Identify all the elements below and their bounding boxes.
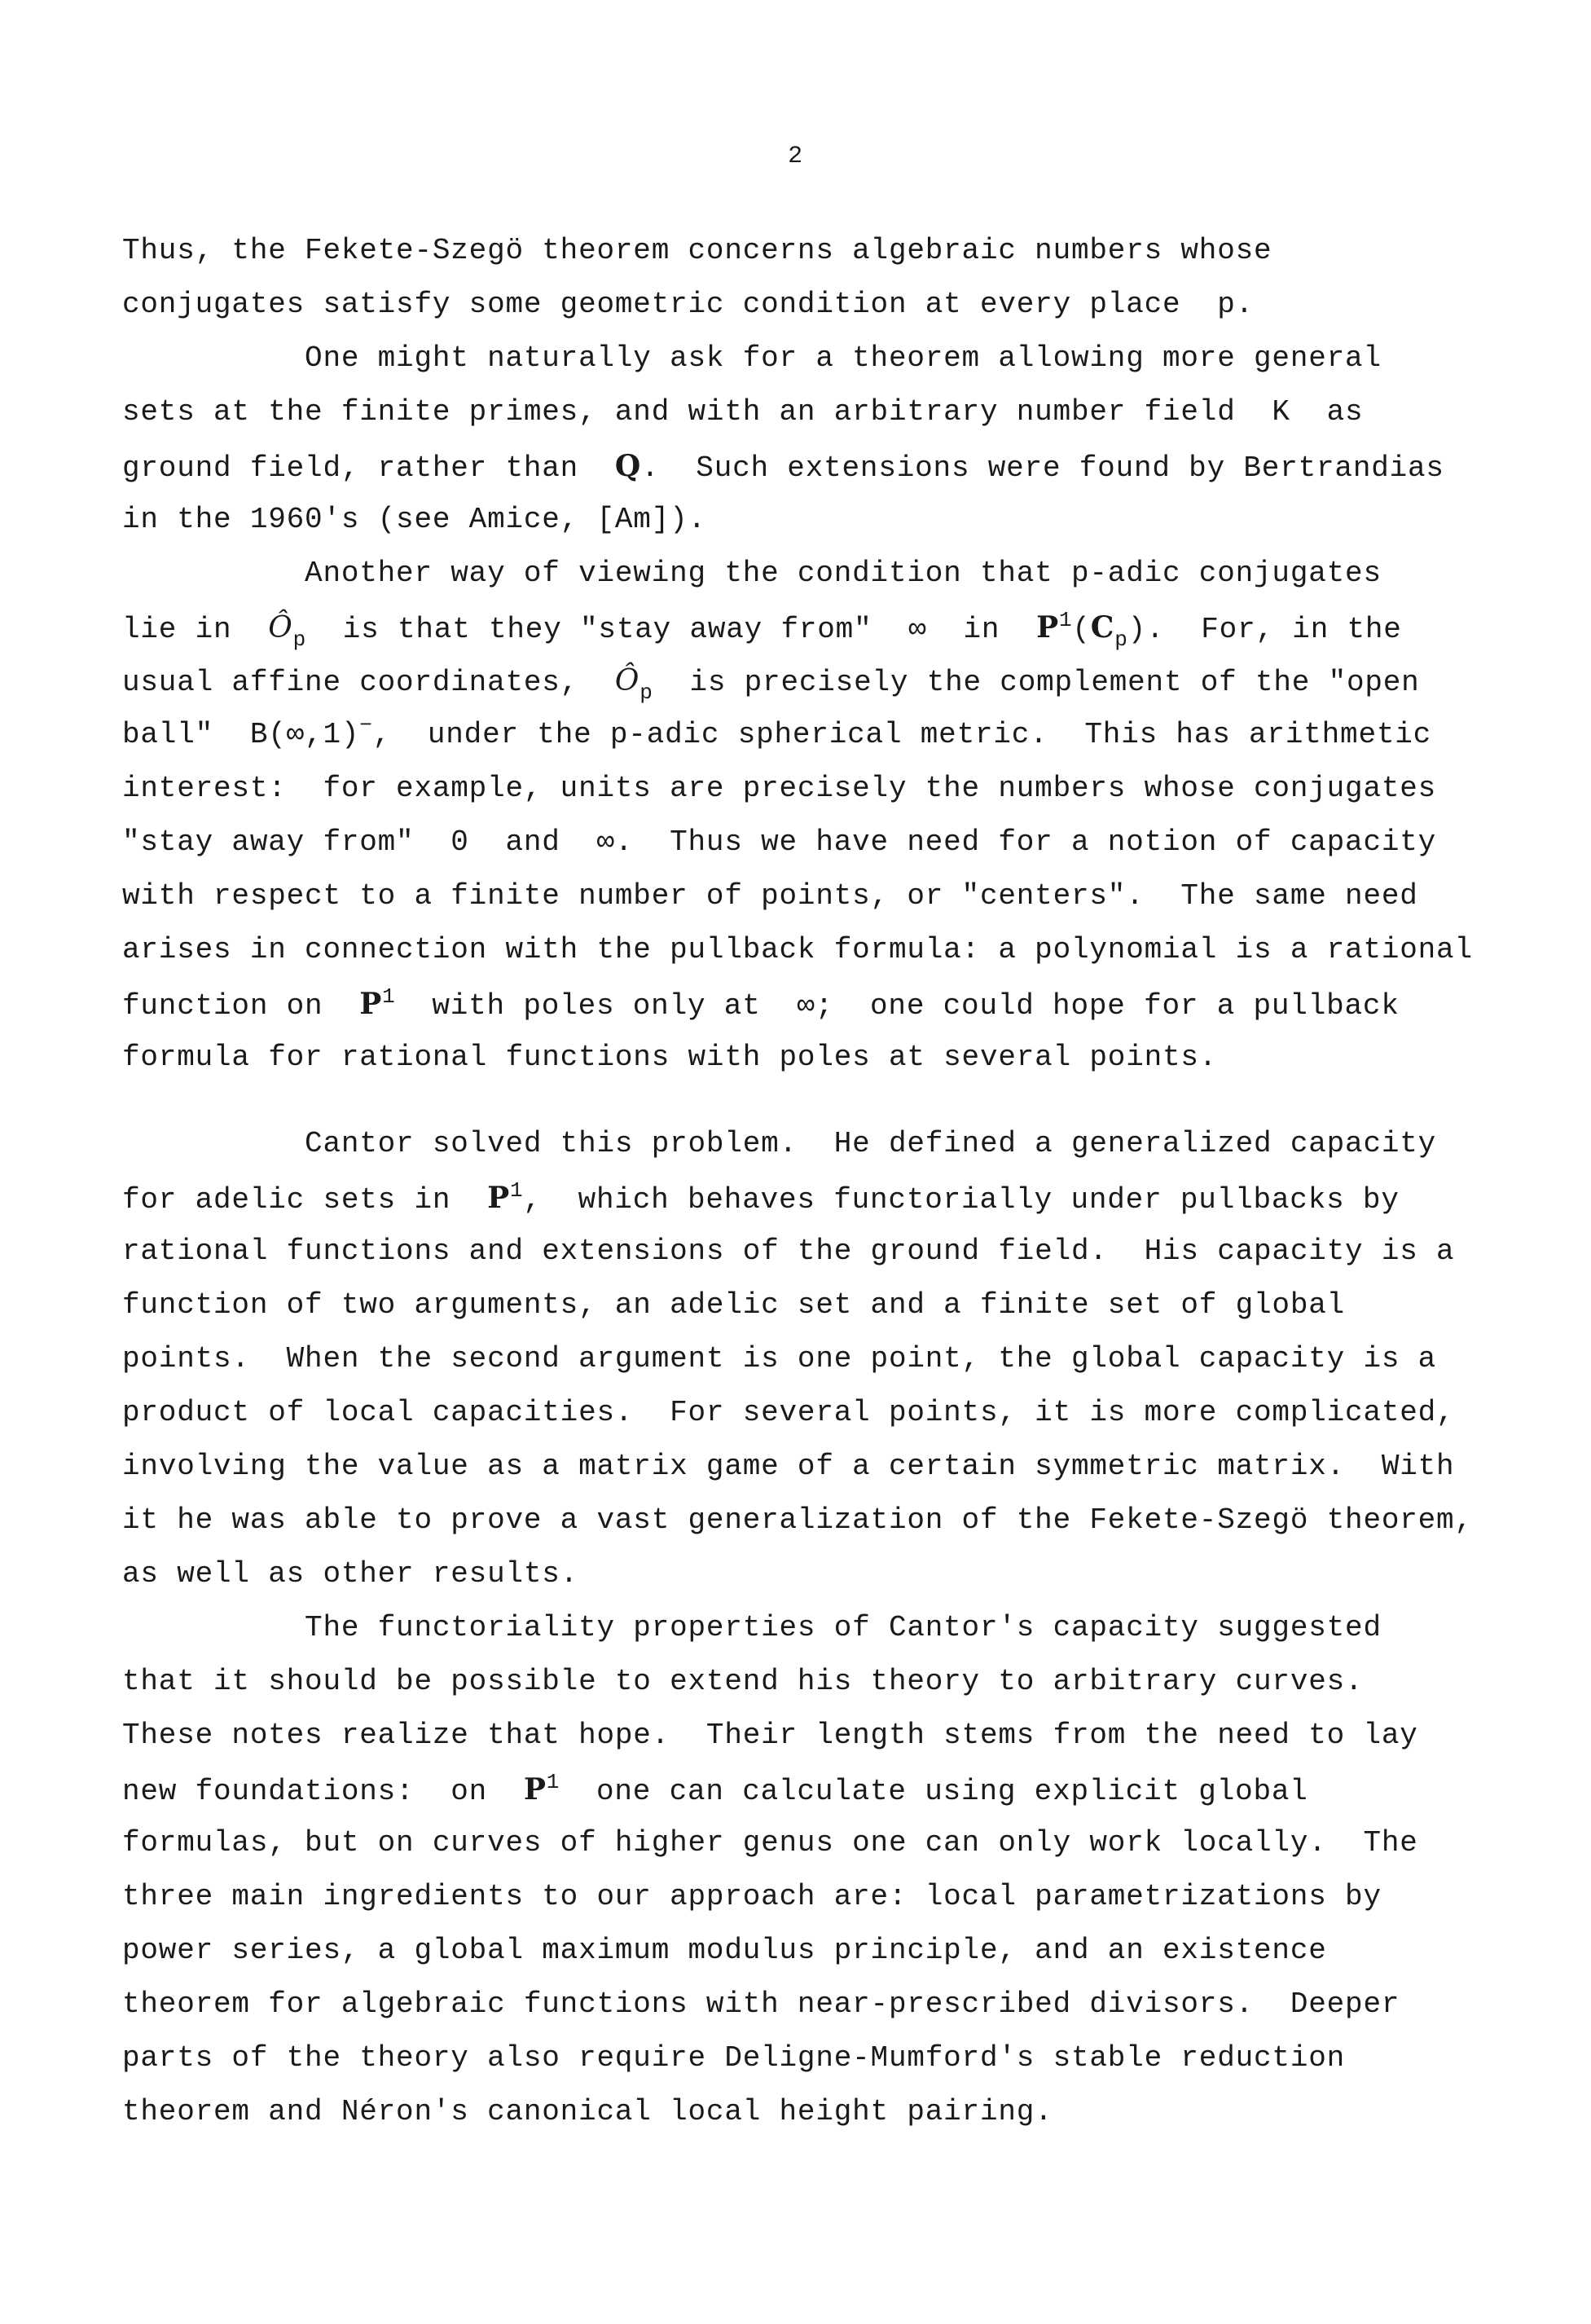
text-run: lie in [122,613,269,646]
text-run: The functoriality properties of Cantor's capacity suggested [122,1611,1382,1644]
text-line [122,1826,1418,1860]
text-run: Another way of viewing the condition that p-adic conjugates [122,557,1382,590]
text-run: with poles only at ∞; one could hope for a pullback [395,989,1400,1023]
text-run: product of local capacities. For several points, it is more complicated, [122,1396,1455,1429]
text-run: These notes realize that hope. Their length stems from the need to lay [122,1719,1418,1752]
text-run: rational functions and extensions of the ground field. His capacity is a [122,1235,1455,1268]
text-line [122,395,1364,429]
text-run: function on [122,989,360,1023]
text-line [122,1721,1418,1750]
text-run: arises in connection with the pullback formula: a polynomial is a rational [122,933,1473,966]
text-line [122,2041,1346,2075]
superscript: 1 [509,1178,524,1203]
text-run: new foundations: on [122,1775,524,1808]
text-run: Thus, the Fekete-Szegö theorem concerns algebraic numbers whose [122,234,1272,267]
text-run: Ô [268,611,293,645]
subscript: p [292,627,306,652]
text-run: , which behaves functorially under pullbacks by [523,1183,1400,1217]
text-run: that it should be possible to extend his theory to arbitrary curves. [122,1665,1364,1698]
text-line [122,825,1437,859]
text-line [122,774,1436,803]
text-line [122,1770,1308,1808]
text-run: with respect to a finite number of points, or "centers". The same need [122,879,1418,913]
text-line [122,984,1400,1023]
math-symbol: P [523,1772,547,1807]
text-line [122,1667,1363,1697]
page-number: 2 [788,143,803,170]
text-line [122,1288,1346,1322]
text-line [122,1452,1454,1481]
text-line [122,1398,1454,1428]
text-run: interest: for example, units are precisely the numbers whose conjugates [122,772,1437,805]
text-run: theorem and Néron's canonical local height pairing. [122,2095,1053,2128]
text-run: is precisely the complement of the "open [653,666,1420,699]
text-run: power series, a global maximum modulus principle, and an existence [122,1934,1327,1967]
text-line [122,1178,1400,1217]
text-run: formulas, but on curves of higher genus one can only work locally. The [122,1826,1418,1860]
text-run: one can calculate using explicit global [560,1775,1308,1808]
text-line [122,1503,1473,1537]
text-line [122,1987,1400,2021]
text-line [122,1936,1327,1965]
text-line [122,1613,1382,1643]
text-line [122,1237,1454,1266]
subscript: p [1114,627,1128,652]
text-run: usual affine coordinates, [122,666,615,699]
text-line [122,1043,1217,1072]
superscript: 1 [1058,608,1073,632]
math-symbol: C [1090,610,1115,645]
text-run: ball" B(∞,1) [122,718,360,751]
text-line [122,1129,1436,1159]
text-run: Ô [614,664,640,698]
superscript: 1 [382,984,396,1009]
text-run: is that they "stay away from" ∞ in [305,613,1037,646]
text-run: , under the p-adic spherical metric. This has arithmetic [372,718,1432,751]
text-line [122,879,1418,913]
text-line [122,559,1382,588]
superscript: 1 [546,1770,560,1794]
text-run: ). For, in the [1127,613,1402,646]
text-run: as well as other results. [122,1557,579,1591]
text-line [122,341,1382,375]
text-run: it he was able to prove a vast generalization of the Fekete-Szegö theorem, [122,1503,1473,1537]
subscript: p [639,680,653,705]
text-line [122,664,1420,705]
text-line [122,2097,1053,2127]
text-run: ground field, rather than [122,451,615,485]
math-symbol: Q [614,449,642,483]
text-run: for adelic sets in [122,1183,488,1217]
math-symbol: P [487,1181,510,1215]
text-run: Cantor solved this problem. He defined a generalized capacity [122,1127,1437,1160]
text-run: involving the value as a matrix game of a certain symmetric matrix. With [122,1450,1455,1483]
text-run: sets at the finite primes, and with an arbitrary number field K as [122,395,1364,429]
text-line [122,290,1254,319]
text-run: three main ingredients to our approach are: local parametrizations by [122,1880,1382,1913]
math-symbol: P [359,987,383,1021]
text-line [122,608,1402,652]
text-run: "stay away from" 0 and ∞. Thus we have need for a notion of capacity [122,825,1437,859]
text-run: theorem for algebraic functions with near-prescribed divisors. Deeper [122,1987,1400,2021]
text-run: . Such extensions were found by Bertrandias [641,451,1444,485]
text-line [122,1342,1437,1375]
text-line [122,713,1432,751]
text-run: function of two arguments, an adelic set and a finite set of global [122,1288,1346,1322]
math-symbol: P [1036,610,1059,645]
text-run: conjugates satisfy some geometric condition at every place p. [122,288,1255,321]
text-run: One might naturally ask for a theorem allowing more general [122,341,1382,375]
text-line [122,935,1473,965]
text-line [122,505,706,535]
text-run: ( [1072,613,1091,646]
text-run: points. When the second argument is one point, the global capacity is a [122,1342,1437,1375]
text-line [122,1882,1382,1912]
text-run: in the 1960's (see Amice, [Am]). [122,503,706,536]
text-line [122,236,1272,266]
text-run: formula for rational functions with poles at several points. [122,1041,1218,1074]
superscript: − [359,713,373,737]
text-line [122,1557,579,1591]
text-line [122,451,1444,483]
text-run: parts of the theory also require Deligne-Mumford's stable reduction [122,2041,1346,2075]
